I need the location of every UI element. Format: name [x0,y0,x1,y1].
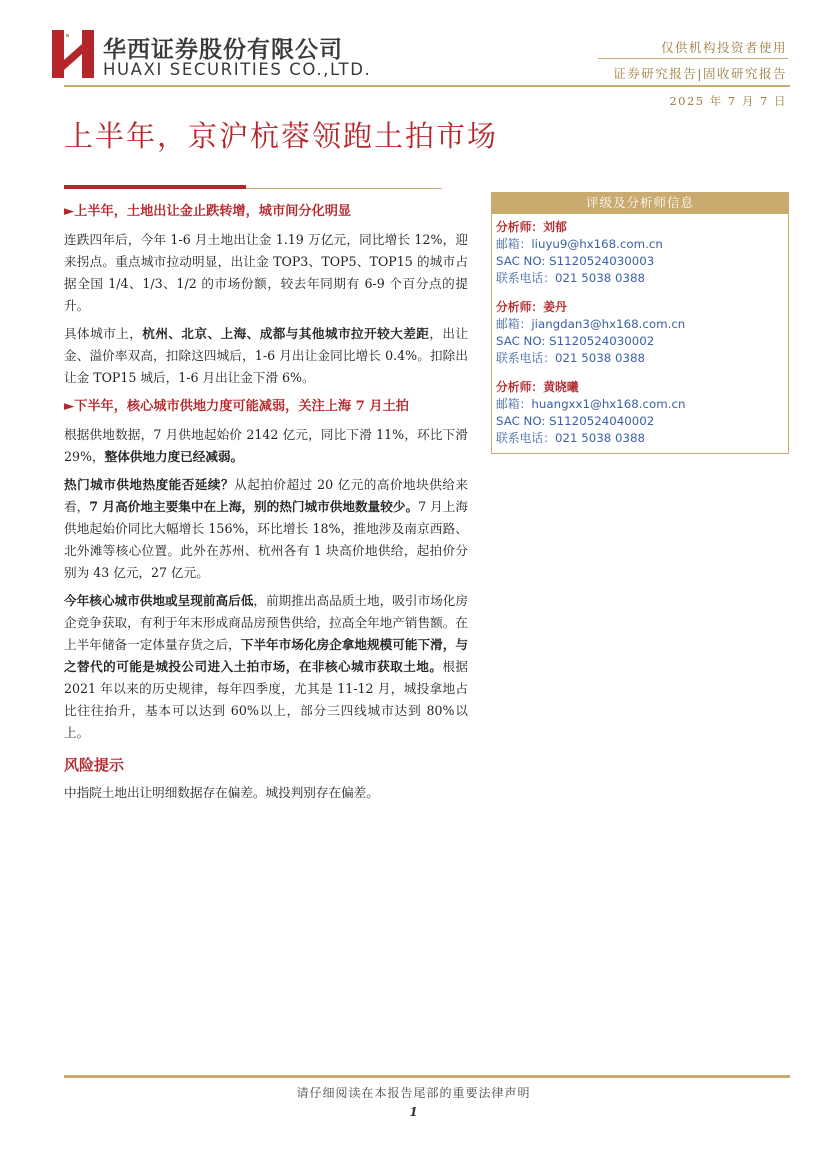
analyst-list [492,213,788,453]
text-run: 7 月上海供地起始价同比大幅增长 156%，环比增长 18%，推地涉及南京西路、北外滩等核心位置。此外在苏州、杭州各有 1 块高价地供给，起拍价分别为 43 亿元，27 亿元。 [64,499,469,580]
company-name-en: HUAXI SECURITIES CO.,LTD. [103,60,372,79]
company-name-cn: 华西证券股份有限公司 [103,37,343,63]
phone-label: 联系电话： [496,431,555,445]
analyst-name: 分析师：姜丹 [496,300,567,314]
section-2-paragraph-3 [64,590,468,744]
text-run: ，前期推出高品质土地，吸引市场化房企竞争获取，有利于年末形成商品房预售供给，拉高全年地产销售额。在上半年储备一定体量存货之后， [64,593,469,652]
text-run: 根据 2021 年以来的历史规律，每年四季度，尤其是 11-12 月，城投拿地占比往往抬升，基本可以达到 60%以上，部分三四线城市达到 80%以上。 [64,659,468,740]
bold-run: 热门城市供地热度能否延续？ [64,477,235,492]
header-divider [64,85,790,87]
analyst-sac: SAC NO: S1120524030003 [496,254,655,268]
analyst-name: 分析师：黄晓曦 [496,380,579,394]
analyst-name: 分析师：刘郁 [496,220,567,234]
phone-label: 联系电话： [496,351,555,365]
bold-run: 今年核心城市供地或呈现前高后低 [64,593,254,608]
phone-value: 021 5038 0388 [555,351,646,365]
analyst-card [496,298,784,367]
footer-divider [64,1075,790,1078]
huaxi-logo-icon [52,30,94,78]
report-type: 证券研究报告|固收研究报告 [613,66,787,81]
phone-value: 021 5038 0388 [555,271,646,285]
analyst-phone [496,350,784,367]
title-accent-bar [64,185,246,189]
analyst-email [496,236,784,253]
section-heading-2: ►下半年，核心城市供地力度可能减弱，关注上海 7 月土拍 [64,399,409,414]
analyst-card [496,378,784,447]
risk-text: 中指院土地出让明细数据存在偏差。城投判别存在偏差。 [64,785,379,800]
email-label: 邮箱： [496,237,532,251]
section-2-paragraph-2 [64,474,468,584]
analyst-phone [496,270,784,287]
analyst-phone [496,430,784,447]
title-accent-line [246,188,442,189]
text-run: 具体城市上， [64,326,143,341]
text-run: ，出让金、溢价率双高，扣除这四城后，1-6 月出让金同比增长 0.4%。扣除出让金 TOP15 城后，1-6 月出让金下滑 6%。 [64,326,468,385]
section-2-paragraph-1 [64,424,468,468]
phone-label: 联系电话： [496,271,555,285]
audience-note: 仅供机构投资者使用 [660,40,787,55]
analyst-info-box [491,192,789,454]
analyst-card [496,218,784,287]
bold-run: 下半年市场化房企拿地规模可能下滑，与之替代的可能是城投公司进入土拍市场，在非核心城市获取土地。 [64,637,469,674]
email-link[interactable]: huangxx1@hx168.com.cn [531,397,686,411]
report-title: 上半年，京沪杭蓉领跑土拍市场 [64,119,499,153]
main-content [64,200,468,810]
analyst-sac: SAC NO: S1120524030002 [496,334,655,348]
email-label: 邮箱： [496,397,532,411]
report-date: 2025 年 7 月 7 日 [669,94,787,108]
analyst-sac: SAC NO: S1120524040002 [496,414,655,428]
bold-run: 杭州、北京、上海、成都与其他城市拉开较大差距 [142,326,430,341]
bold-run: 7 月高价地主要集中在上海，别的热门城市供地数量较少。 [89,499,419,514]
email-link[interactable]: jiangdan3@hx168.com.cn [531,317,686,331]
email-label: 邮箱： [496,317,532,331]
legal-disclaimer: 请仔细阅读在本报告尾部的重要法律声明 [296,1086,531,1100]
risk-heading: 风险提示 [64,756,125,774]
text-run: 从起拍价超过 20 亿元的高价地块供给来看， [64,477,468,514]
bold-run: 整体供地力度已经减弱。 [104,449,244,464]
section-heading-1: ►上半年，土地出让金止跌转增，城市间分化明显 [64,204,352,219]
text-run: 根据供地数据，7 月供地起始价 2142 亿元，同比下滑 11%，环比下滑 29%， [64,427,468,464]
analyst-info-heading: 评级及分析师信息 [492,193,788,213]
section-1-paragraph-1: 连跌四年后，今年 1-6 月土地出让金 1.19 万亿元，同比增长 12%，迎来拐点。重点城市拉动明显，出让金 TOP3、TOP5、TOP15 的城市占据全国 1/4、1/3、1/2 的市场份额，较去年同期有 6-9 个百分点的提升。 [64,232,468,313]
section-1-paragraph-2 [64,323,468,389]
phone-value: 021 5038 0388 [555,431,646,445]
page-number: 1 [409,1105,418,1119]
email-link[interactable]: liuyu9@hx168.com.cn [531,237,663,251]
analyst-email [496,316,784,333]
analyst-email [496,396,784,413]
header-divider-short [598,58,788,59]
